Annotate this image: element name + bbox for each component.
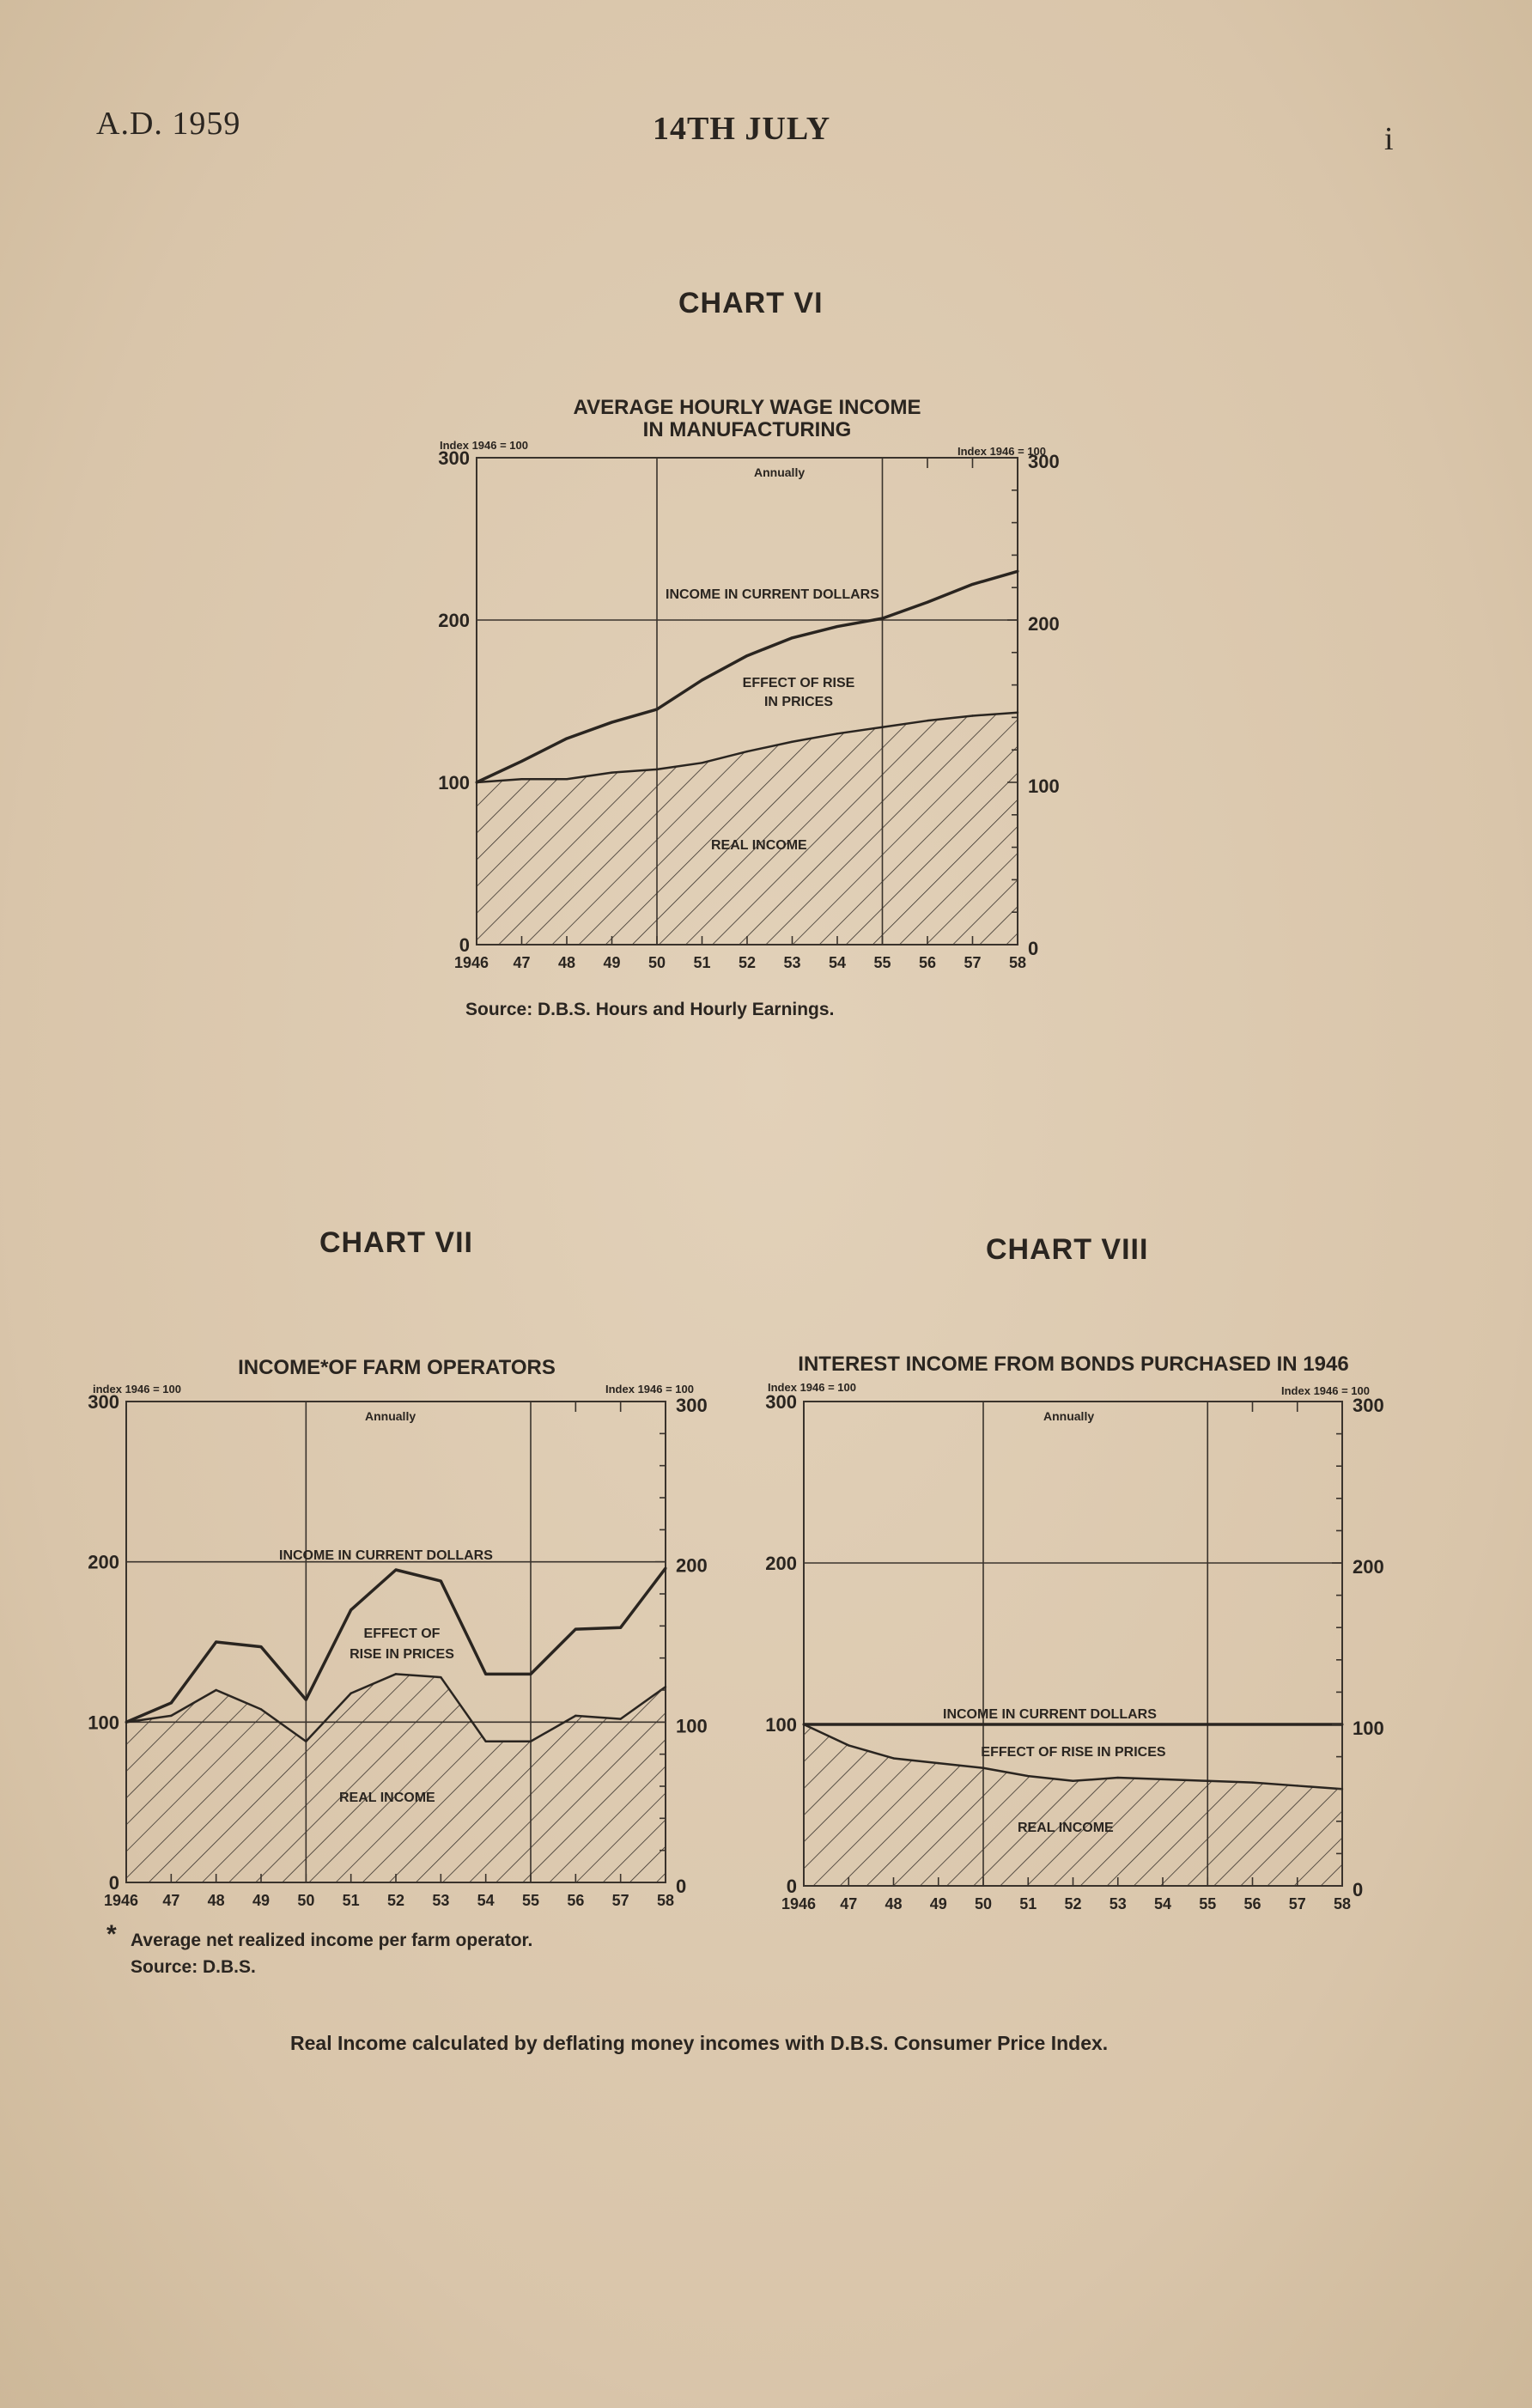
x-tick-label: 54 (828, 954, 847, 971)
current-dollars-point (566, 737, 568, 739)
effect-of-rise-annotation: EFFECT OF (363, 1627, 441, 1641)
current-dollars-point (260, 1645, 263, 1648)
current-dollars-point (305, 1699, 307, 1701)
current-dollars-label: INCOME IN CURRENT DOLLARS (943, 1707, 1157, 1722)
y-tick-label-left: 100 (438, 772, 470, 794)
current-dollars-point (1072, 1724, 1074, 1726)
current-dollars-point (937, 1724, 939, 1726)
x-tick-label: 53 (783, 954, 801, 971)
y-axis-label-left: Index 1946 = 100 (768, 1381, 856, 1394)
x-tick-label: 49 (929, 1895, 947, 1912)
y-tick-label-right: 0 (1353, 1879, 1364, 1900)
y-tick-label-right: 300 (1028, 451, 1060, 472)
x-tick-label: 58 (1333, 1895, 1352, 1912)
x-tick-label: 54 (477, 1892, 495, 1909)
real-income-point (125, 1721, 127, 1723)
real-income-point (803, 1724, 805, 1725)
chart-subtitle: IN MANUFACTURING (642, 418, 852, 441)
x-tick-label: 58 (656, 1892, 675, 1909)
page-header-center: 14TH JULY (653, 111, 831, 147)
current-dollars-point (881, 617, 884, 620)
current-dollars-point (170, 1701, 173, 1704)
effect-of-rise-annotation: EFFECT OF RISE IN PRICES (981, 1745, 1166, 1760)
y-tick-label-right: 100 (676, 1715, 708, 1737)
frequency-note: Annually (1043, 1409, 1095, 1423)
real-income-point (305, 1741, 307, 1742)
real-income-point (574, 1715, 576, 1717)
real-income-point (395, 1673, 397, 1675)
x-tick-label: 56 (918, 954, 937, 971)
y-tick-label-left: 0 (786, 1876, 797, 1897)
y-tick-label-right: 0 (676, 1876, 687, 1897)
y-tick-label-left: 200 (88, 1551, 119, 1573)
current-dollars-point (971, 583, 974, 586)
real-income-point (566, 778, 568, 780)
y-tick-label-left: 300 (765, 1391, 797, 1413)
current-dollars-point (836, 625, 839, 628)
real-income-point (892, 1757, 894, 1759)
y-tick-label-left: 300 (438, 447, 470, 469)
x-tick-label: 49 (603, 954, 621, 971)
current-dollars-point (1027, 1724, 1030, 1726)
real-income-point (260, 1708, 262, 1710)
chart-vi-source: Source: D.B.S. Hours and Hourly Earnings. (465, 1000, 835, 1019)
real-income-point (530, 1741, 532, 1742)
current-dollars-point (982, 1724, 985, 1726)
chart-viii (765, 1353, 1383, 1912)
real-income-point (971, 714, 973, 716)
real-income-point (1072, 1780, 1073, 1782)
real-income-point (701, 762, 702, 763)
x-tick-label: 57 (964, 954, 982, 971)
x-tick-label: 52 (738, 954, 757, 971)
y-tick-label-left: 100 (765, 1714, 797, 1736)
x-tick-label: 55 (521, 1892, 540, 1909)
page-footnote: Real Income calculated by deflating money incomes with D.B.S. Consumer Price Index. (290, 2032, 1109, 2054)
y-axis-label-right: Index 1946 = 100 (958, 445, 1046, 458)
current-dollars-point (520, 760, 523, 763)
real-income-point (170, 1715, 172, 1717)
current-dollars-point (574, 1628, 577, 1631)
current-dollars-point (619, 1627, 622, 1629)
real-income-point (746, 751, 748, 752)
current-dollars-point (1251, 1724, 1254, 1726)
chart-vii-source: Source: D.B.S. (131, 1957, 256, 1977)
real-income-point (1251, 1781, 1253, 1783)
x-tick-label: 50 (974, 1895, 993, 1912)
real-income-point (619, 1718, 621, 1719)
x-tick-label: 55 (1199, 1895, 1217, 1912)
chart-title: AVERAGE HOURLY WAGE INCOME (573, 396, 921, 419)
real-income-label: REAL INCOME (711, 838, 807, 853)
chart-viii-heading: CHART VIII (986, 1233, 1149, 1266)
real-income-point (848, 1744, 849, 1746)
current-dollars-label: INCOME IN CURRENT DOLLARS (666, 587, 879, 602)
x-tick-label: 47 (513, 954, 531, 971)
x-tick-label: 53 (432, 1892, 450, 1909)
x-tick-label: 57 (611, 1892, 629, 1909)
x-tick-label: 1946 (103, 1892, 138, 1909)
real-income-point (476, 781, 477, 783)
x-tick-label: 51 (693, 954, 711, 971)
current-dollars-point (440, 1580, 442, 1583)
real-income-point (350, 1693, 351, 1694)
chart-vii-footnote: Average net realized income per farm operator. (131, 1931, 533, 1950)
x-tick-label: 50 (297, 1892, 315, 1909)
x-tick-label: 57 (1288, 1895, 1306, 1912)
real-income-point (1027, 1775, 1029, 1777)
chart-vii (88, 1356, 707, 1909)
x-tick-label: 1946 (453, 954, 489, 971)
real-income-point (665, 1686, 666, 1687)
current-dollars-point (927, 601, 929, 604)
current-dollars-point (395, 1569, 398, 1572)
x-tick-label: 51 (1019, 1895, 1037, 1912)
x-tick-label: 48 (557, 954, 576, 971)
y-axis-label-left: Index 1946 = 100 (440, 439, 528, 452)
x-tick-label: 55 (873, 954, 891, 971)
real-income-area (477, 713, 1018, 945)
y-tick-label-right: 300 (676, 1395, 708, 1416)
current-dollars-point (215, 1641, 217, 1644)
real-income-point (791, 741, 793, 743)
frequency-note: Annually (754, 465, 806, 479)
effect-of-rise-annotation: IN PRICES (763, 695, 834, 709)
real-income-point (836, 733, 838, 734)
real-income-point (656, 769, 658, 770)
chart-vii-footnote-marker: * (106, 1920, 117, 1949)
y-tick-label-left: 0 (459, 934, 470, 956)
current-dollars-point (791, 636, 793, 639)
y-tick-label-right: 300 (1353, 1395, 1384, 1416)
y-axis-label-right: Index 1946 = 100 (1281, 1384, 1370, 1397)
y-tick-label-left: 200 (438, 610, 470, 631)
x-tick-label: 51 (342, 1892, 360, 1909)
x-tick-label: 47 (840, 1895, 858, 1912)
x-tick-label: 52 (386, 1892, 405, 1909)
x-tick-label: 52 (1064, 1895, 1082, 1912)
real-income-point (1162, 1779, 1164, 1780)
chart-title: INTEREST INCOME FROM BONDS PURCHASED IN 1946 (798, 1353, 1349, 1376)
real-income-point (520, 778, 522, 780)
frequency-note: Annually (365, 1409, 416, 1423)
x-tick-label: 49 (252, 1892, 271, 1909)
x-tick-label: 47 (162, 1892, 180, 1909)
y-tick-label-right: 100 (1353, 1718, 1384, 1739)
x-tick-label: 56 (1243, 1895, 1261, 1912)
real-income-point (611, 771, 612, 773)
current-dollars-point (611, 721, 613, 724)
real-income-point (927, 720, 928, 721)
real-income-area (126, 1674, 666, 1882)
real-income-point (1207, 1780, 1208, 1782)
real-income-label: REAL INCOME (339, 1791, 435, 1805)
x-tick-label: 56 (567, 1892, 585, 1909)
current-dollars-point (701, 678, 703, 681)
current-dollars-point (848, 1724, 850, 1726)
chart-vi-heading: CHART VI (678, 287, 824, 319)
x-tick-label: 50 (647, 954, 666, 971)
x-tick-label: 1946 (781, 1895, 816, 1912)
y-axis-label-right: Index 1946 = 100 (605, 1383, 694, 1396)
chart-vii-heading: CHART VII (319, 1226, 473, 1259)
effect-of-rise-annotation: RISE IN PRICES (350, 1647, 454, 1662)
y-tick-label-left: 100 (88, 1712, 119, 1734)
current-dollars-point (1296, 1724, 1298, 1726)
real-income-point (484, 1741, 486, 1742)
real-income-point (1117, 1777, 1119, 1779)
y-tick-label-right: 200 (1353, 1556, 1384, 1578)
current-dollars-point (530, 1673, 532, 1675)
y-tick-label-left: 300 (88, 1391, 119, 1413)
real-income-point (982, 1767, 984, 1769)
real-income-point (215, 1689, 216, 1691)
page-number: i (1384, 121, 1395, 157)
x-tick-label: 54 (1153, 1895, 1172, 1912)
effect-of-rise-annotation: EFFECT OF RISE (742, 676, 855, 690)
current-dollars-point (484, 1673, 487, 1675)
current-dollars-label: INCOME IN CURRENT DOLLARS (279, 1548, 493, 1563)
y-axis-label-left: index 1946 = 100 (93, 1383, 181, 1396)
current-dollars-point (665, 1567, 667, 1570)
real-income-label: REAL INCOME (1018, 1821, 1114, 1835)
current-dollars-point (892, 1724, 895, 1726)
y-tick-label-right: 100 (1028, 775, 1060, 797)
x-tick-label: 53 (1109, 1895, 1127, 1912)
real-income-point (440, 1676, 441, 1678)
real-income-point (1297, 1785, 1298, 1786)
y-tick-label-right: 200 (1028, 613, 1060, 635)
real-income-point (938, 1762, 939, 1764)
page-header-left: A.D. 1959 (96, 106, 241, 142)
y-tick-label-right: 0 (1028, 938, 1039, 959)
x-tick-label: 58 (1008, 954, 1027, 971)
current-dollars-point (746, 654, 749, 657)
current-dollars-point (1017, 570, 1019, 573)
y-tick-label-right: 200 (676, 1554, 708, 1577)
real-income-point (1017, 712, 1018, 714)
real-income-point (881, 727, 883, 728)
chart-vi (438, 396, 1059, 971)
current-dollars-point (1116, 1724, 1119, 1726)
x-tick-label: 48 (207, 1892, 225, 1909)
x-tick-label: 48 (885, 1895, 903, 1912)
y-tick-label-left: 200 (765, 1553, 797, 1574)
current-dollars-point (1162, 1724, 1164, 1726)
chart-title: INCOME*OF FARM OPERATORS (238, 1356, 556, 1379)
current-dollars-point (350, 1608, 352, 1611)
current-dollars-point (656, 708, 659, 710)
y-tick-label-left: 0 (108, 1872, 119, 1894)
current-dollars-point (1207, 1724, 1209, 1726)
